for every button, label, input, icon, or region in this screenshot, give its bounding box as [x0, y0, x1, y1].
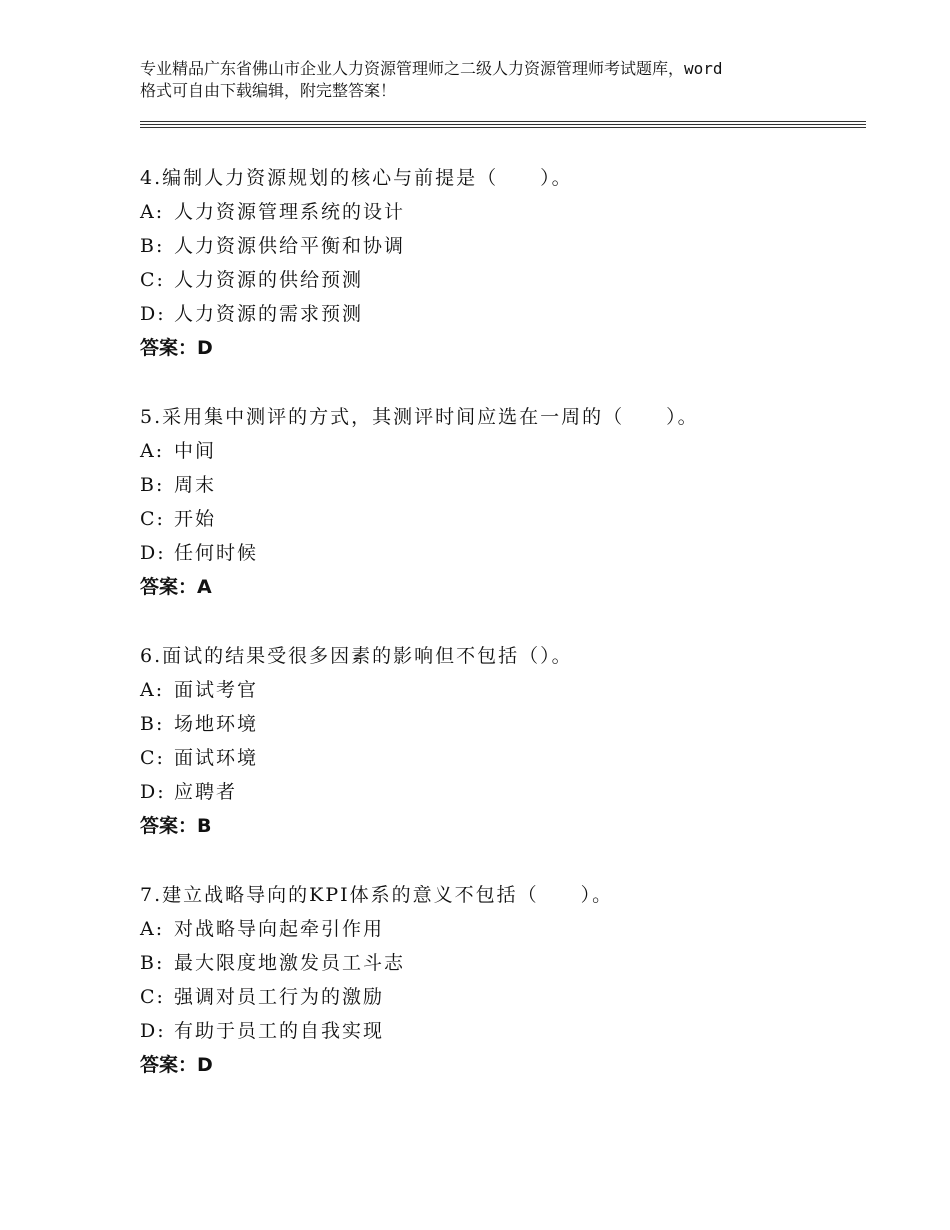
question-5	[140, 400, 860, 604]
option-key: A:	[140, 440, 165, 462]
option-text: 有助于员工的自我实现	[174, 1020, 385, 1042]
option-key: C:	[140, 986, 165, 1008]
option-key: B:	[140, 474, 165, 496]
option-a	[140, 434, 860, 468]
question-stem: 6.面试的结果受很多因素的影响但不包括（）。	[140, 645, 573, 667]
option-key: D:	[140, 1020, 166, 1042]
question-stem: 5.采用集中测评的方式，其测评时间应选在一周的（ ）。	[140, 406, 699, 428]
option-key: C:	[140, 747, 165, 769]
option-a	[140, 912, 860, 946]
option-key: C:	[140, 269, 165, 291]
answer-label: 答案：D	[140, 1054, 213, 1076]
option-a	[140, 195, 860, 229]
option-text: 面试环境	[174, 747, 259, 769]
option-d	[140, 1014, 860, 1048]
option-key: D:	[140, 781, 166, 803]
option-key: D:	[140, 303, 166, 325]
header-line-2: 格式可自由下载编辑，附完整答案！	[140, 81, 397, 100]
option-text: 人力资源管理系统的设计	[174, 201, 406, 223]
option-b	[140, 468, 860, 502]
option-key: A:	[140, 918, 165, 940]
option-text: 周末	[174, 474, 217, 496]
option-text: 开始	[174, 508, 217, 530]
option-d	[140, 775, 860, 809]
option-text: 人力资源供给平衡和协调	[174, 235, 406, 257]
option-c	[140, 502, 860, 536]
option-text: 强调对员工行为的激励	[174, 986, 385, 1008]
option-text: 对战略导向起牵引作用	[174, 918, 385, 940]
option-key: B:	[140, 952, 165, 974]
question-stem: 7.建立战略导向的KPI体系的意义不包括（ ）。	[140, 884, 614, 906]
header-divider-bottom	[140, 127, 866, 128]
answer-label: 答案：B	[140, 815, 212, 837]
option-d	[140, 297, 860, 331]
document-header	[140, 58, 840, 102]
option-b	[140, 229, 860, 263]
option-c	[140, 741, 860, 775]
option-c	[140, 980, 860, 1014]
option-text: 任何时候	[174, 542, 259, 564]
header-divider-middle	[140, 124, 866, 125]
answer-label: 答案：D	[140, 337, 213, 359]
question-7	[140, 878, 860, 1082]
header-divider-top	[140, 121, 866, 122]
option-b	[140, 946, 860, 980]
option-text: 中间	[174, 440, 217, 462]
option-text: 人力资源的需求预测	[174, 303, 364, 325]
question-stem: 4.编制人力资源规划的核心与前提是（ ）。	[140, 167, 573, 189]
question-4	[140, 161, 860, 365]
option-text: 场地环境	[174, 713, 259, 735]
option-key: B:	[140, 713, 165, 735]
option-key: A:	[140, 679, 165, 701]
option-a	[140, 673, 860, 707]
option-text: 人力资源的供给预测	[174, 269, 364, 291]
option-key: C:	[140, 508, 165, 530]
question-6	[140, 639, 860, 843]
header-line-1: 专业精品广东省佛山市企业人力资源管理师之二级人力资源管理师考试题库，word	[140, 59, 723, 78]
option-text: 最大限度地激发员工斗志	[174, 952, 406, 974]
option-text: 面试考官	[174, 679, 259, 701]
option-key: B:	[140, 235, 165, 257]
answer-label: 答案：A	[140, 576, 212, 598]
option-c	[140, 263, 860, 297]
option-key: D:	[140, 542, 166, 564]
option-b	[140, 707, 860, 741]
option-d	[140, 536, 860, 570]
option-text: 应聘者	[174, 781, 238, 803]
option-key: A:	[140, 201, 165, 223]
